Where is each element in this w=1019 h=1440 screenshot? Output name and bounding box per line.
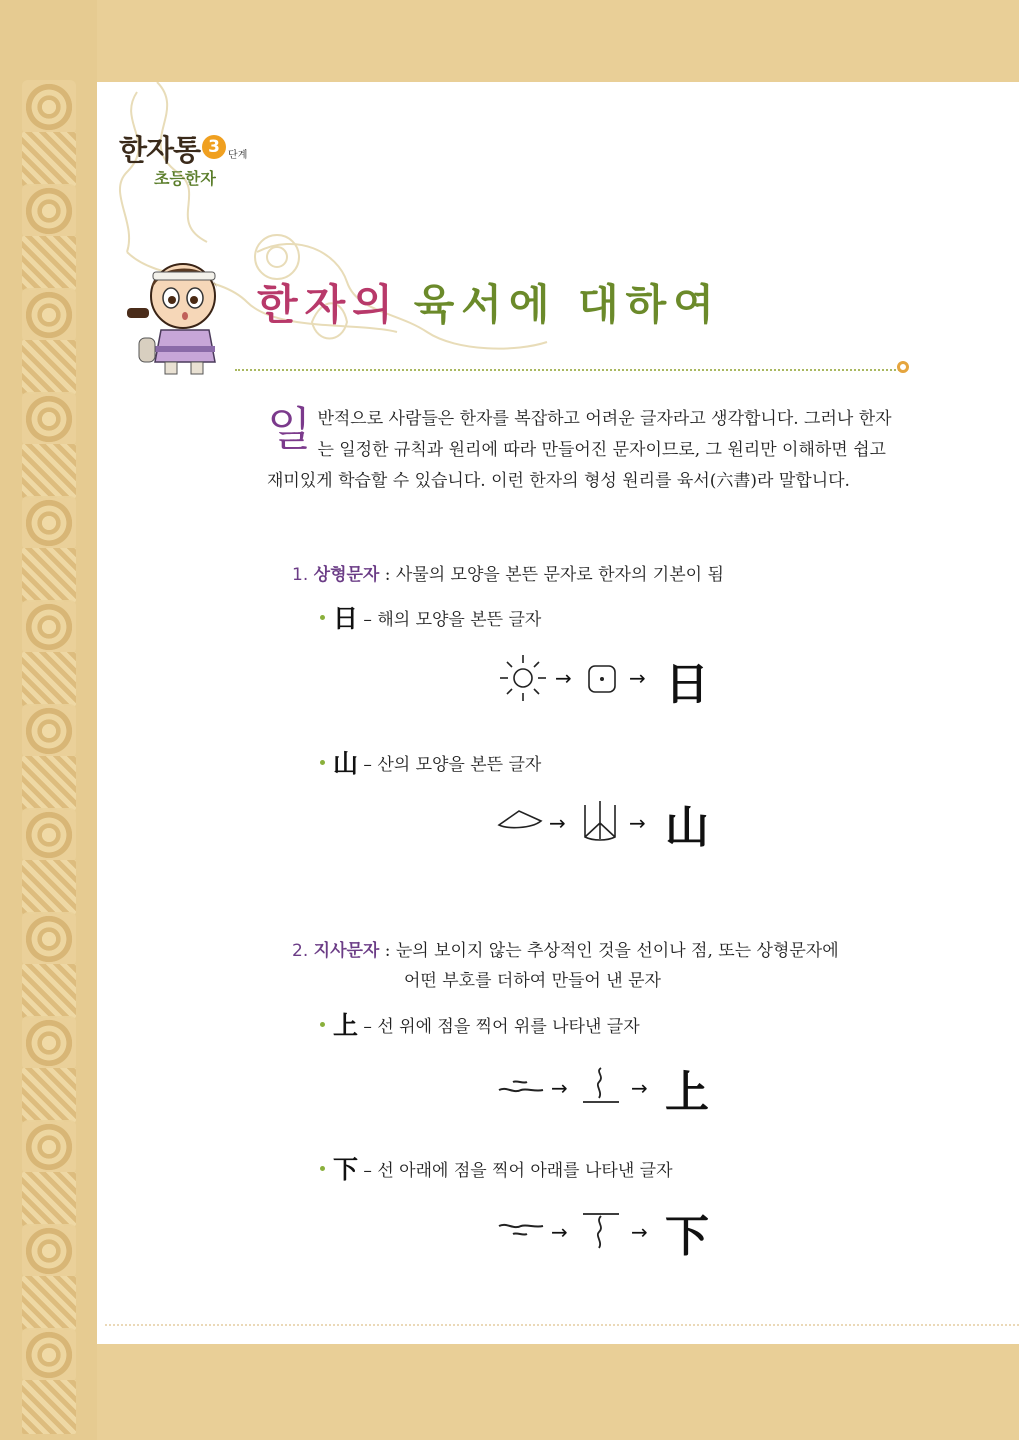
- bullet-dot: [320, 1166, 325, 1171]
- border-ornament-tile: [22, 132, 76, 186]
- border-ornament-tile: [22, 600, 76, 654]
- bullet-dot: [320, 615, 325, 620]
- border-ornament-tile: [22, 912, 76, 966]
- arrow-up-1: →: [551, 1076, 568, 1100]
- border-ornament-tile: [22, 1276, 76, 1330]
- border-ornament-tile: [22, 392, 76, 446]
- item-sun: [320, 599, 541, 635]
- item-down-desc: – 선 아래에 점을 찍어 아래를 나타낸 글자: [358, 1161, 673, 1181]
- border-ornament-tile: [22, 704, 76, 758]
- up-final-char: 上: [665, 1067, 709, 1118]
- item-down-char: 下: [333, 1155, 359, 1184]
- section-2-name: 지사문자: [313, 941, 380, 961]
- section-1-heading: [292, 560, 724, 585]
- border-ornament-tile: [22, 340, 76, 394]
- intro-paragraph: [267, 404, 907, 497]
- section-1-desc: : 사물의 모양을 본뜬 문자로 한자의 기본이 됨: [379, 565, 724, 585]
- title-divider: [235, 369, 903, 371]
- bottom-dotted-rule: [105, 1324, 1019, 1326]
- mountain-ancient-form: [581, 799, 619, 843]
- border-ornament-tile: [22, 1016, 76, 1070]
- border-ornament-tile: [22, 652, 76, 706]
- up-pictograph: [497, 1072, 545, 1102]
- border-ornament-tile: [22, 1328, 76, 1382]
- border-ornament-tile: [22, 964, 76, 1018]
- mountain-pictograph: [497, 807, 543, 833]
- title-part2: 육서에 대하여: [413, 280, 721, 329]
- border-ornament-tile: [22, 1172, 76, 1226]
- item-up: [320, 1006, 640, 1042]
- series-logo: [119, 128, 279, 198]
- border-ornament-tile: [22, 1068, 76, 1122]
- item-sun-char: 日: [333, 604, 359, 633]
- page-title: [257, 272, 721, 332]
- arrow-sun-1: →: [555, 666, 572, 690]
- border-ornament-tile: [22, 860, 76, 914]
- section-2-heading: [292, 936, 839, 996]
- title-part1: 한자의: [257, 280, 400, 329]
- sun-final-char: 日: [665, 659, 709, 710]
- border-ornament-tile: [22, 496, 76, 550]
- logo-level-badge: 3: [202, 135, 226, 159]
- logo-subtitle: 초등한자: [154, 169, 216, 188]
- mountain-final-char: 山: [665, 802, 709, 853]
- item-mountain-char: 山: [333, 749, 359, 778]
- section-2-desc-line1: : 눈의 보이지 않는 추상적인 것을 선이나 점, 또는 상형문자에: [379, 941, 839, 961]
- arrow-mountain-2: →: [629, 811, 646, 835]
- intro-dropcap: 일: [267, 402, 312, 456]
- logo-level-unit: 단계: [228, 150, 248, 161]
- border-ornament-tile: [22, 548, 76, 602]
- bullet-dot: [320, 1022, 325, 1027]
- section-2-number: 2.: [292, 941, 309, 961]
- border-ornament-tile: [22, 288, 76, 342]
- down-final-char: 下: [665, 1211, 709, 1262]
- arrow-mountain-1: →: [549, 811, 566, 835]
- item-mountain: [320, 744, 541, 780]
- border-ornament-tile: [22, 236, 76, 290]
- border-ornament-tile: [22, 80, 76, 134]
- up-ancient-form: [581, 1064, 621, 1108]
- border-ornament-tile: [22, 1224, 76, 1278]
- border-ornament-tile: [22, 444, 76, 498]
- sun-pictograph: [497, 652, 549, 704]
- intro-text: 반적으로 사람들은 한자를 복잡하고 어려운 글자라고 생각합니다. 그러나 한자는 일정한 규칙과 원리에 따라 만들어진 문자이므로, 그 원리만 이해하면 쉽고 재미있게 학습할 수 있습니다. 이런 한자의 형성 원리를 육서(六書)라 말합니다.: [267, 409, 892, 491]
- item-sun-desc: – 해의 모양을 본뜬 글자: [358, 610, 542, 630]
- arrow-up-2: →: [631, 1076, 648, 1100]
- border-ornament-tile: [22, 1380, 76, 1434]
- down-ancient-form: [581, 1208, 621, 1252]
- sun-ancient-form: [586, 663, 618, 695]
- border-ornament-tile: [22, 184, 76, 238]
- divider-end-dot: [897, 361, 909, 373]
- arrow-down-2: →: [631, 1220, 648, 1244]
- section-1-name: 상형문자: [313, 565, 380, 585]
- item-up-char: 上: [333, 1011, 359, 1040]
- item-down: [320, 1150, 673, 1186]
- section-2-desc-line2: 어떤 부호를 더하여 만들어 낸 문자: [404, 971, 661, 991]
- item-up-desc: – 선 위에 점을 찍어 위를 나타낸 글자: [358, 1017, 640, 1037]
- border-ornament-tile: [22, 1120, 76, 1174]
- arrow-sun-2: →: [629, 666, 646, 690]
- bullet-dot: [320, 760, 325, 765]
- border-ornament-tile: [22, 808, 76, 862]
- border-ornament-tile: [22, 756, 76, 810]
- section-1-number: 1.: [292, 565, 309, 585]
- logo-brand: 한자통: [119, 133, 201, 167]
- scholar-character-illustration: [125, 250, 245, 380]
- page-content: [97, 82, 1019, 1344]
- item-mountain-desc: – 산의 모양을 본뜬 글자: [358, 755, 542, 775]
- arrow-down-1: →: [551, 1220, 568, 1244]
- down-pictograph: [497, 1214, 545, 1244]
